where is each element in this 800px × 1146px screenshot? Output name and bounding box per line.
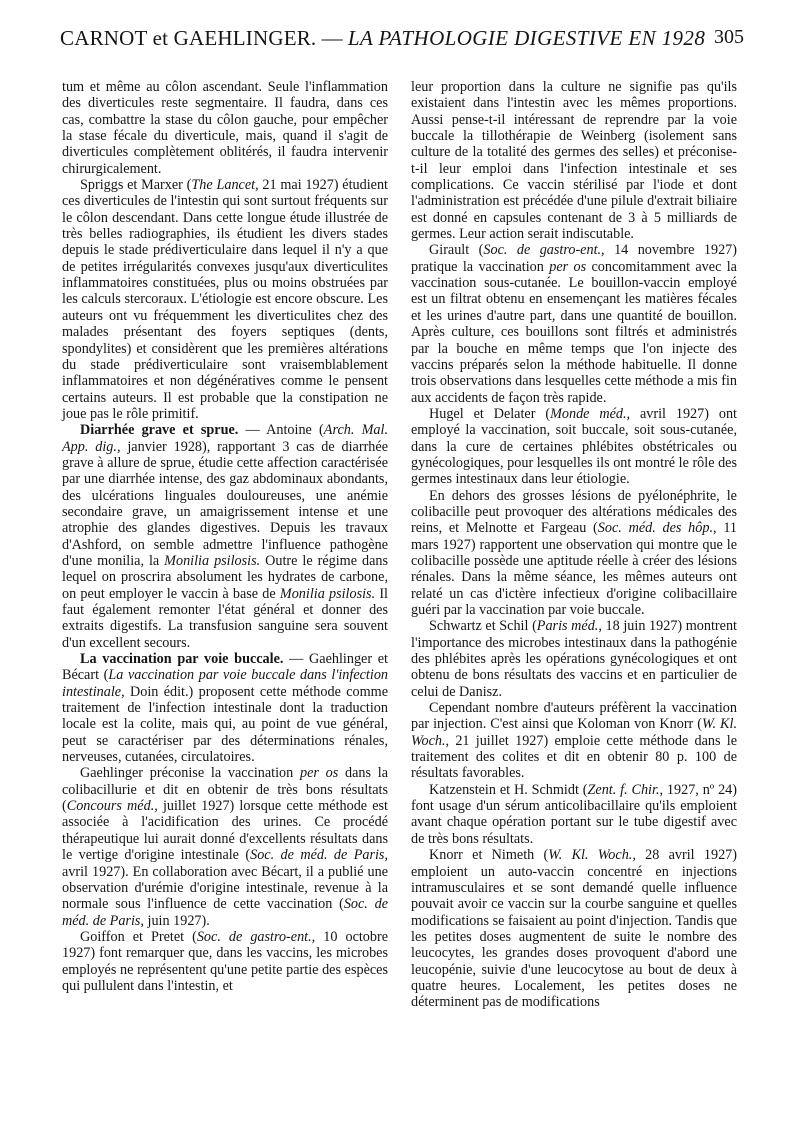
text-run: 1927, nº 24) font usage d'un sérum anticolibacillaire qu'ils emploient avant chaque opération portant sur le tube digestif avec de très bons résultats. [411,781,737,847]
paragraph-hugel-delater [411,406,737,488]
paragraph-pyelonephrite [411,488,737,619]
text-run: — Gaehlinger et Bécart ( [62,651,388,684]
running-head-dash: — [316,26,348,50]
text-run: Gaehlinger préconise la vaccination [80,765,300,782]
paragraph-girault [411,242,737,405]
text-run: 21 juillet 1927) emploie cette méthode dans le traitement des colites et dit en obtenir 80 p. 100 de résultats favorables. [411,732,737,782]
paragraph-knorr-injection [411,700,737,782]
text-run: Katzenstein et H. Schmidt ( [429,781,588,798]
paragraph-katzenstein-schmidt [411,782,737,847]
paragraph-diarrhee-sprue [62,422,388,651]
journal-citation: Arch. Mal. App. dig., [62,422,389,455]
page-number: 305 [714,26,744,48]
species-name: Monilia psilosis. [279,585,376,602]
journal-citation: Soc. de méd. de Paris, [250,847,388,864]
journal-citation: Soc. de gastro-ent., [196,928,316,945]
paragraph-knorr-nimeth [411,847,737,1010]
text-run: 18 juin 1927) montrent l'importance des microbes intestinaux dans la pathogénie des phlébites après les opérations gynécologiques et ont obtenu de bons résultats des vaccins et en particulier de celui de Danisz. [411,618,737,700]
journal-citation: Monde méd., [550,405,631,422]
paragraph-diverticules-continuation: tum et même au côlon ascendant. Seule l'inflammation des diverticules reste segmentaire. Il faudra, dans ces cas, combattre la stase du côlon gauche, pour empêcher la stase fécale du diverticule, mais, quand il s'agit de diverticules complètement oblitérés, il faudra intervenir chirurgicalement. [62,79,388,177]
running-head-authors: CARNOT et GAEHLINGER. [60,26,317,50]
book-citation: La vaccination par voie buccale dans l'infection intestinale, [62,667,389,700]
right-column [411,79,737,1011]
text-run: — Antoine ( [238,422,324,439]
text-run: En dehors des grosses lésions de pyélonéphrite, le colibacille peut provoquer des altérations médicales des reins, et Melnotte et Fargeau ( [411,487,737,537]
text-run: Il faut également remonter l'état général et donner des extraits digestifs. La transfusion sanguine sera souvent d'un excellent secours. [62,585,388,651]
text-run: dans la colibacillurie et dit en obtenir de très bons résultats ( [62,765,389,815]
paragraph-goiffon-pretet [62,929,388,994]
text-run: Schwartz et Schil ( [429,618,537,635]
text-run: Girault ( [429,242,484,259]
text-run: janvier 1928), rapportant 3 cas de diarrhée grave à allure de sprue, étudie cette affection caractérisée par une diarrhée intense, des gaz abdominaux abondants, des ulcérations linguales douloureuses, une anémie secondaire grave, un amaigrissement intense et une atrophie des glandes digestives. Depuis les travaux d'Ashford, on semble admettre l'influence pathogène d'une monilia, la [62,438,388,569]
paragraph-vaccination-buccale [62,651,388,765]
text-run: Spriggs et Marxer ( [80,177,192,194]
text-run: 11 mars 1927) rapportent une observation qui montre que le colibacille possède une aptitude réelle à créer des lésions rénales. Dans la même séance, les mêmes auteurs ont relaté un cas d'ictère infectieux d'origine colibacillaire guéri par la vaccination par voie buccale. [411,520,737,618]
left-column [62,79,388,994]
paragraph-schwartz-schil [411,618,737,700]
text-run: Goiffon et Pretet ( [80,928,197,945]
text-run: Knorr et Nimeth ( [429,847,549,864]
latin-term: per os [549,258,587,275]
section-heading: Diarrhée grave et sprue. [80,422,239,439]
journal-citation: W. Kl. Woch., [548,847,636,864]
paragraph-gaehlinger [62,765,388,928]
section-heading: La vaccination par voie buccale. [80,651,284,668]
text-run: avril 1927) ont employé la vaccination, soit buccale, soit sous-cutanée, dans la cure de certaines phlébites obstétricales ou gynécologiques, pour lesquelles ils ont montré le rôle des germes intestinaux dans leur étiologie. [411,405,737,488]
text-run: 14 novembre 1927) pratique la vaccination [411,242,737,275]
journal-citation: Soc. méd. des hôp., [597,520,717,537]
text-run: Outre le régime dans lequel on proscrira absolument les hydrates de carbone, on peut employer le vaccin à base de [62,552,388,602]
journal-citation: Soc. de méd. de Paris, [62,896,388,929]
paragraph-goiffon-continuation: leur proportion dans la culture ne signifie pas qu'ils existaient dans l'intestin avec les mêmes proportions. Aussi pense-t-il intéressant de reprendre par la voie buccale la tillothérapie de Weinberg (isolement sans culture de la totalité des germes des selles) et préconise-t-il leur emploi dans l'infection intestinale et ses complications. Ce vaccin stérilisé par l'iode et dont l'administration est précédée d'une pilule d'extrait biliaire est donné en capsules contenant de 3 à 5 milliards de germes. Leur action serait indiscutable. [411,79,737,243]
journal-citation: Soc. de gastro-ent., [483,242,605,259]
text-run: 21 mai 1927) étudient ces diverticules de l'intestin qui sont surtout fréquents sur le côlon descendant. Dans cette longue étude illustrée de très belles radiographies, ils étudient les divers stades depuis le stade prédiverticulaire dans lequel il n'y a que de petites irrégularités convexes jusqu'aux diverticulites inflammatoires constituées, plus ou moins obstruées par les calculs stercoraux. L'étiologie est encore obscure. Les auteurs ont vu fréquemment les diverticulites chez des malades présentant des foyers septiques (dents, spondylites) et considèrent que les premières altérations du stade prédiverticulaire sont vraisemblablement inflammatoires et non dégénératives comme le pensent certains auteurs. Il est probable que la constipation ne joue pas le rôle primitif. [62,177,388,422]
journal-citation: The Lancet, [191,177,259,194]
text-run: 10 octobre 1927) font remarquer que, dans les vaccins, les microbes employés ne représentent qu'une petite partie des espèces qui pullulent dans l'intestin, et [62,928,389,994]
text-run: Doin édit.) proposent cette méthode comme traitement de l'infection intestinale dont la traduction locale est la colite, mais qui, au point de vue général, peut se caractériser par des déterminations rénales, nerveuses, cutanées, circulatoires. [62,683,388,766]
text-run: Hugel et Delater ( [429,405,551,422]
text-run: concomitamment avec la vaccination sous-cutanée. Le bouillon-vaccin employé est un filtrat obtenu en ensemençant les matières fécales et les urines d'autre part, dans une quantité de bouillon. Après culture, ces bouillons sont filtrés et administrés par la bouche en même temps que l'on injecte des vaccins préparés selon la méthode habituelle. Il donne trois observations dans lesquelles cette méthode a mis fin aux accidents de façon très rapide. [411,258,737,406]
running-head [60,26,744,66]
journal-citation: Zent. f. Chir., [587,781,664,798]
journal-citation: Paris méd., [536,618,602,635]
species-name: Monilia psilosis. [164,552,261,569]
text-run: avril 1927). En collaboration avec Bécart, il a publié une observation d'urémie d'origine intestinale, revenue à la normale sous l'influence de cette vaccination ( [62,863,388,913]
journal-citation: Concours méd., [66,798,158,815]
paragraph-spriggs-marxer [62,177,388,422]
text-run: 28 avril 1927) emploient un auto-vaccin concentré en injections intramusculaires et se sont demandé quelle influence pouvait avoir ce vaccin sur la courbe sanguine et quelles modifications se faisaient au point d'injection. Tandis que les petites doses augmentent de suite le nombre des leucocytes, les grandes doses provoquent d'abord une leucopénie, suivie d'une leucocytose au bout de deux à quatre heures. Localement, les petites doses ne déterminent pas de modifications [411,847,737,1011]
journal-citation: W. Kl. Woch., [411,716,737,749]
latin-term: per os [300,765,339,782]
text-run: juin 1927). [143,912,210,929]
text-run: juillet 1927) lorsque cette méthode est associée à l'acidification des urines. Ce procédé thérapeutique lui aurait donné d'excellents résultats dans le vertige d'origine intestinale ( [62,798,388,864]
text-run: Cependant nombre d'auteurs préfèrent la vaccination par injection. C'est ainsi que Koloman von Knorr ( [411,700,737,733]
running-head-title: LA PATHOLOGIE DIGESTIVE EN 1928 [347,26,706,50]
